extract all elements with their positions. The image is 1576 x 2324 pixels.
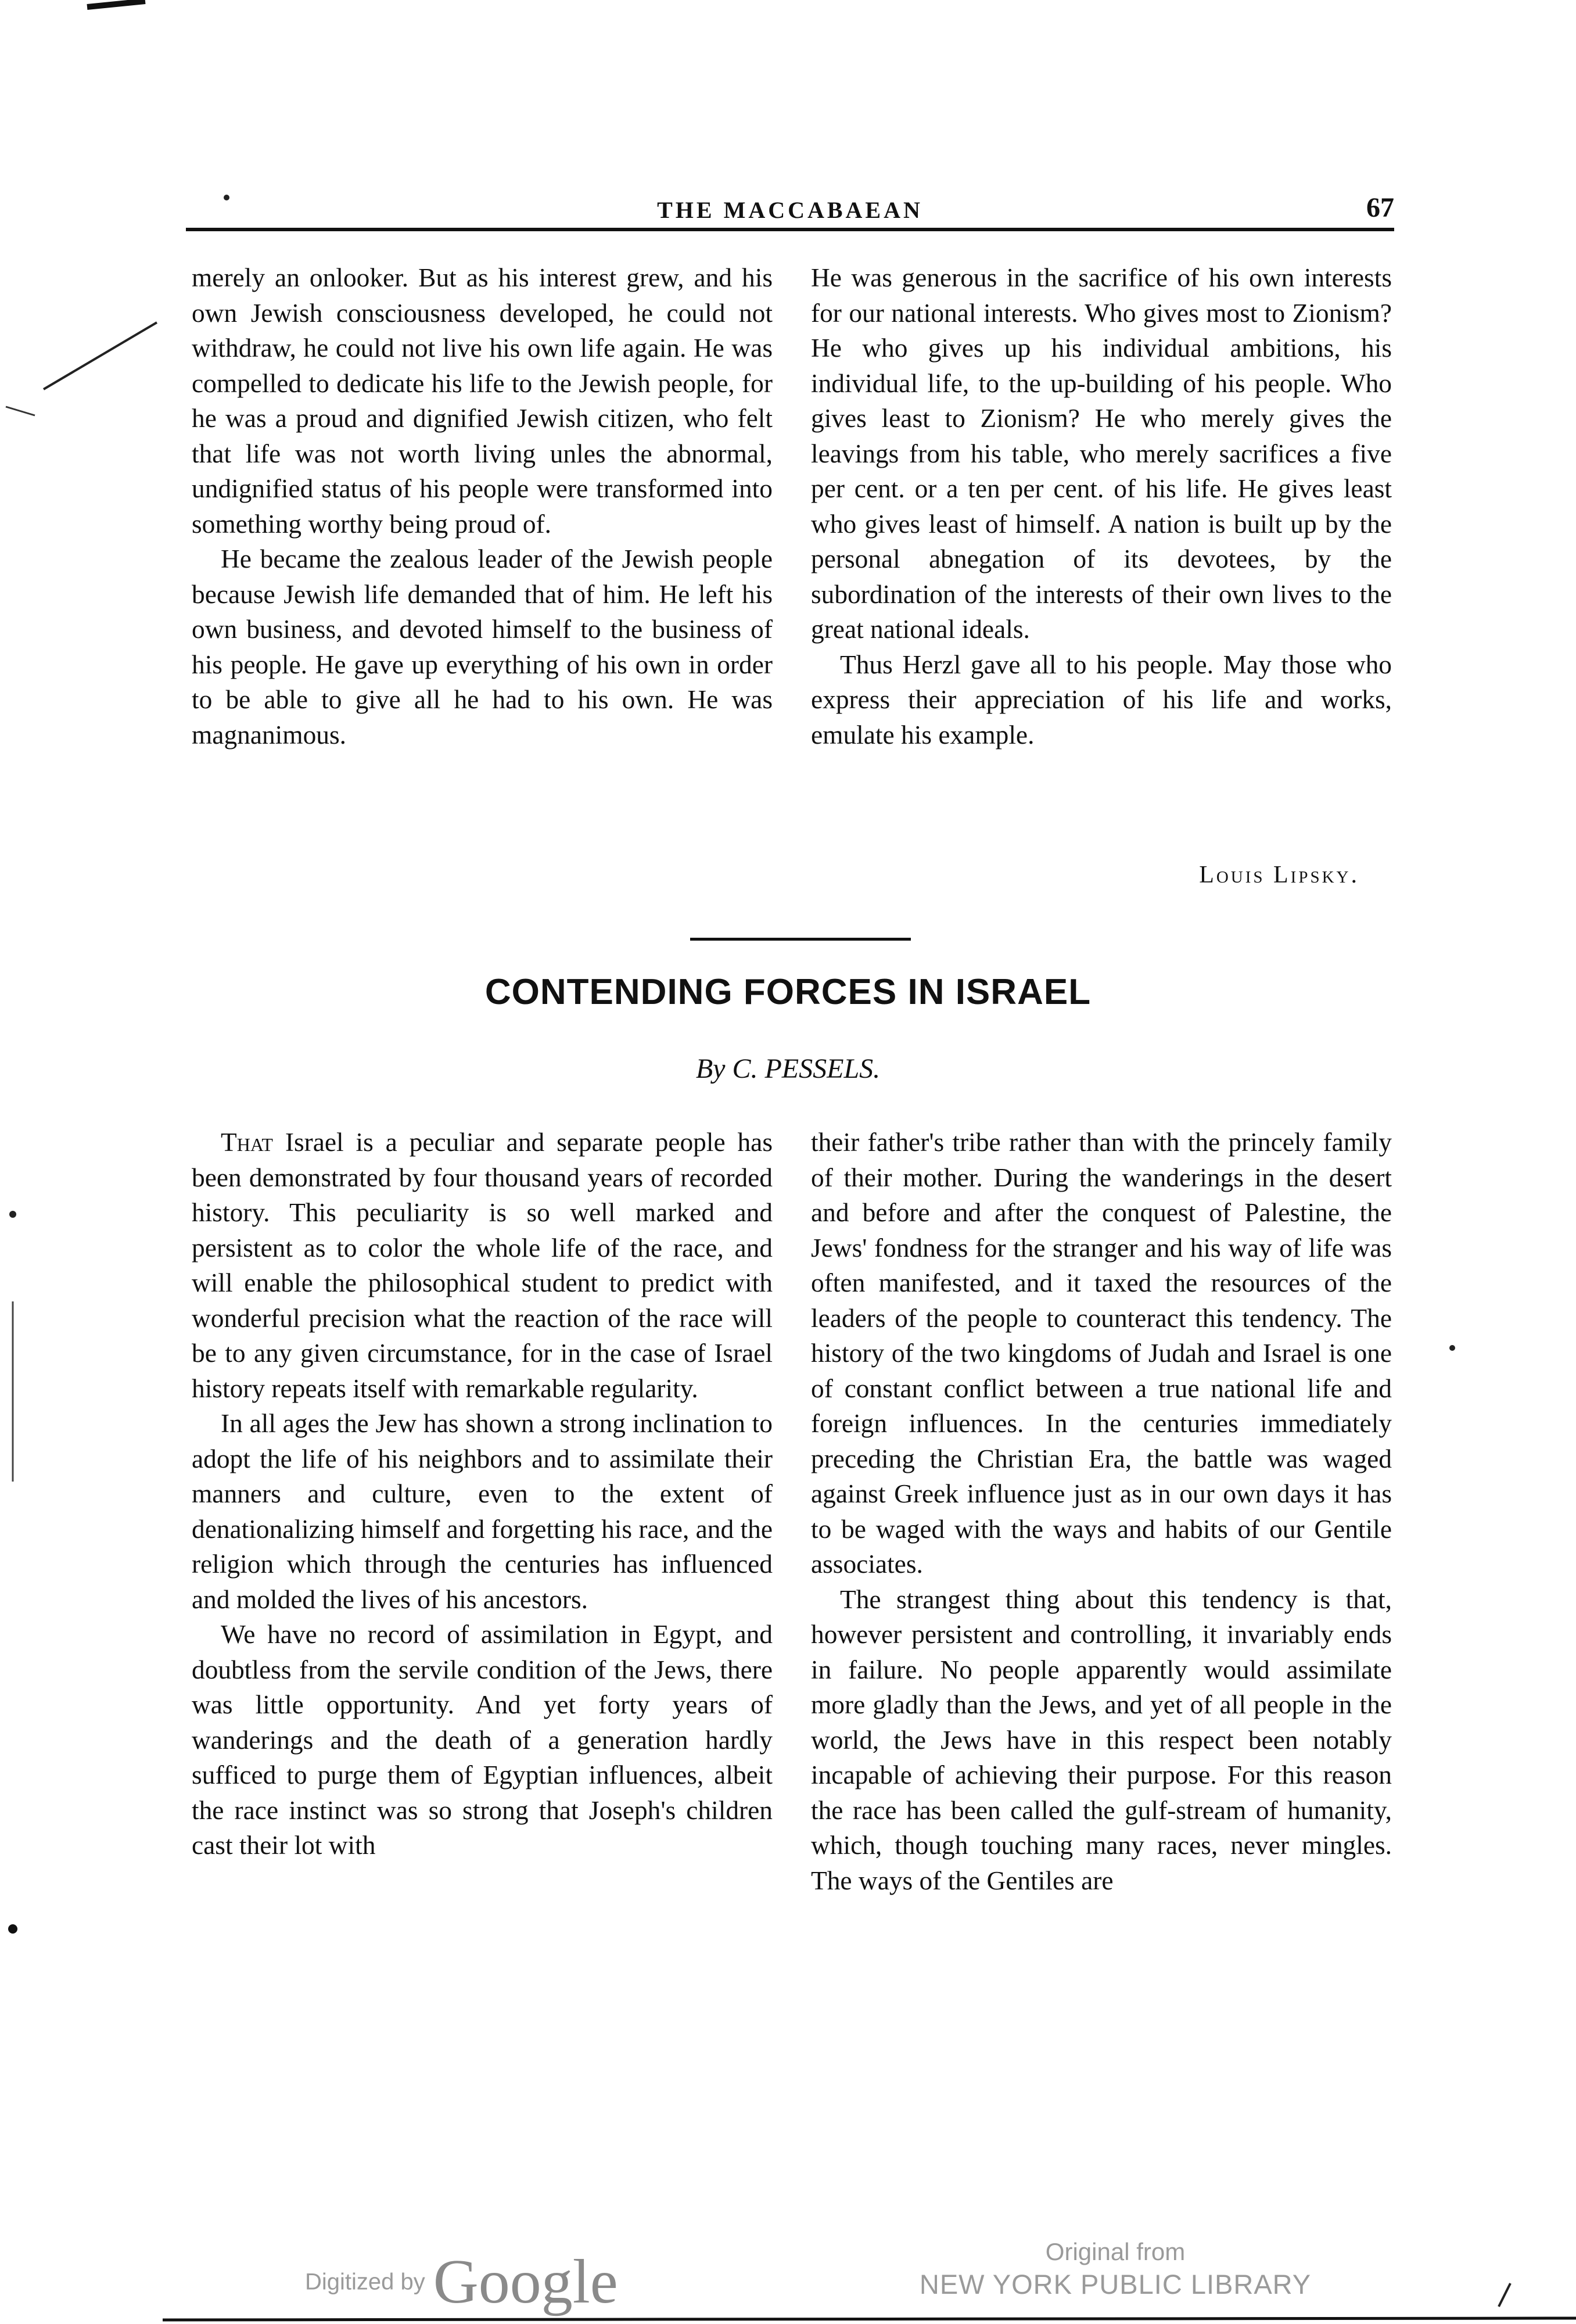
paragraph: He was generous in the sacrifice of his own interests for our national interests. Who gives most to Zionism? He who gives up his individual ambitions, his individual life, to the up-building of his people. Who gives least to Zionism? He who merely gives the leavings from his table, who merely sacrifices a five per cent. or a ten per cent. of his life. He gives least who gives least of himself. A nation is built up by the personal abnegation of its devotees, by the subordination of the interests of their own lives to the great national ideals.	[811, 263, 1392, 644]
page-number: 67	[1366, 192, 1394, 223]
paragraph: We have no record of assimilation in Egypt, and doubtless from the servile condition of the Jews, there was little opportunity. And yet forty years of wanderings and the death of a generation hardly sufficed to purge them of Egyptian influences, albeit the race instinct was so strong that Joseph's children cast their lot with	[192, 1620, 773, 1860]
article-title: CONTENDING FORCES IN ISRAEL	[484, 972, 1092, 1012]
original-from-watermark	[906, 2238, 1324, 2300]
paragraph: The strangest thing about this tendency is that, however persistent and controlling, it invariably ends in failure. No people apparently would assimilate more gladly than the Jews, and yet of all people in the world, the Jews have in this respect been notably incapable of achieving their purpose. For this reason the race has been called the gulf-stream of humanity, which, though touching many races, never mingles. The ways of the Gentiles are	[811, 1584, 1392, 1895]
google-logo: Google	[433, 2247, 618, 2316]
paragraph: Thus Herzl gave all to his people. May those who express their appreciation of his life and works, emulate his example.	[811, 650, 1392, 749]
paragraph: He became the zealous leader of the Jewish people because Jewish life demanded that of him. He left his own business, and devoted himself to the business of his people. He gave up everything of his own in order to be able to give all he had to his own. He was magnanimous.	[192, 544, 773, 749]
original-from-label: Original from	[1045, 2238, 1186, 2265]
library-name: NEW YORK PUBLIC LIBRARY	[919, 2269, 1312, 2300]
article-byline: By C. PESSELS.	[695, 1053, 881, 1084]
paragraph-text: Israel is a peculiar and separate people has been demonstrated by four thousand years of recorded history. This peculiarity is so well marked and persistent as to color the whole life of the race, and will enable the philosophical student to predict with wonderful precision what the reaction of the race will be to any given circumstance, for in the case of Israel history repeats itself with remarkable regularity.	[192, 1128, 773, 1403]
paragraph: merely an onlooker. But as his interest grew, and his own Jewish consciousness developed, he could not withdraw, he could not live his own life again. He was compelled to dedicate his life to the Jewish people, for he was a proud and dignified Jewish citizen, who felt that life was not worth living unles the abnormal, undignified status of his people were transformed into something worthy being proud of.	[192, 263, 773, 539]
digitized-by-watermark	[305, 2246, 828, 2318]
digitized-label: Digitized by	[305, 2269, 425, 2295]
paragraph: In all ages the Jew has shown a strong inclination to adopt the life of his neighbors and to assimilate their manners and culture, even to the extent of denationalizing himself and forgetting his race, and the religion which through the centuries has influenced and molded the lives of his ancestors.	[192, 1409, 773, 1614]
lead-word: That	[221, 1128, 273, 1157]
running-header: THE MACCABAEAN	[657, 197, 923, 223]
paragraph: their father's tribe rather than with the princely family of their mother. During the wanderings in the desert and before and after the conquest of Palestine, the Jews' fondness for the stranger and his way of life was often manifested, and it taxed the resources of the leaders of the people to counteract this tendency. The history of the two kingdoms of Judah and Israel is one of constant conflict between a true national life and foreign influences. In the centuries immediately preceding the Christian Era, the battle was waged against Greek influence just as in our own days it has to be waged with the ways and habits of our Gentile associates.	[811, 1128, 1392, 1579]
author-signature: Louis Lipsky.	[1199, 862, 1359, 888]
